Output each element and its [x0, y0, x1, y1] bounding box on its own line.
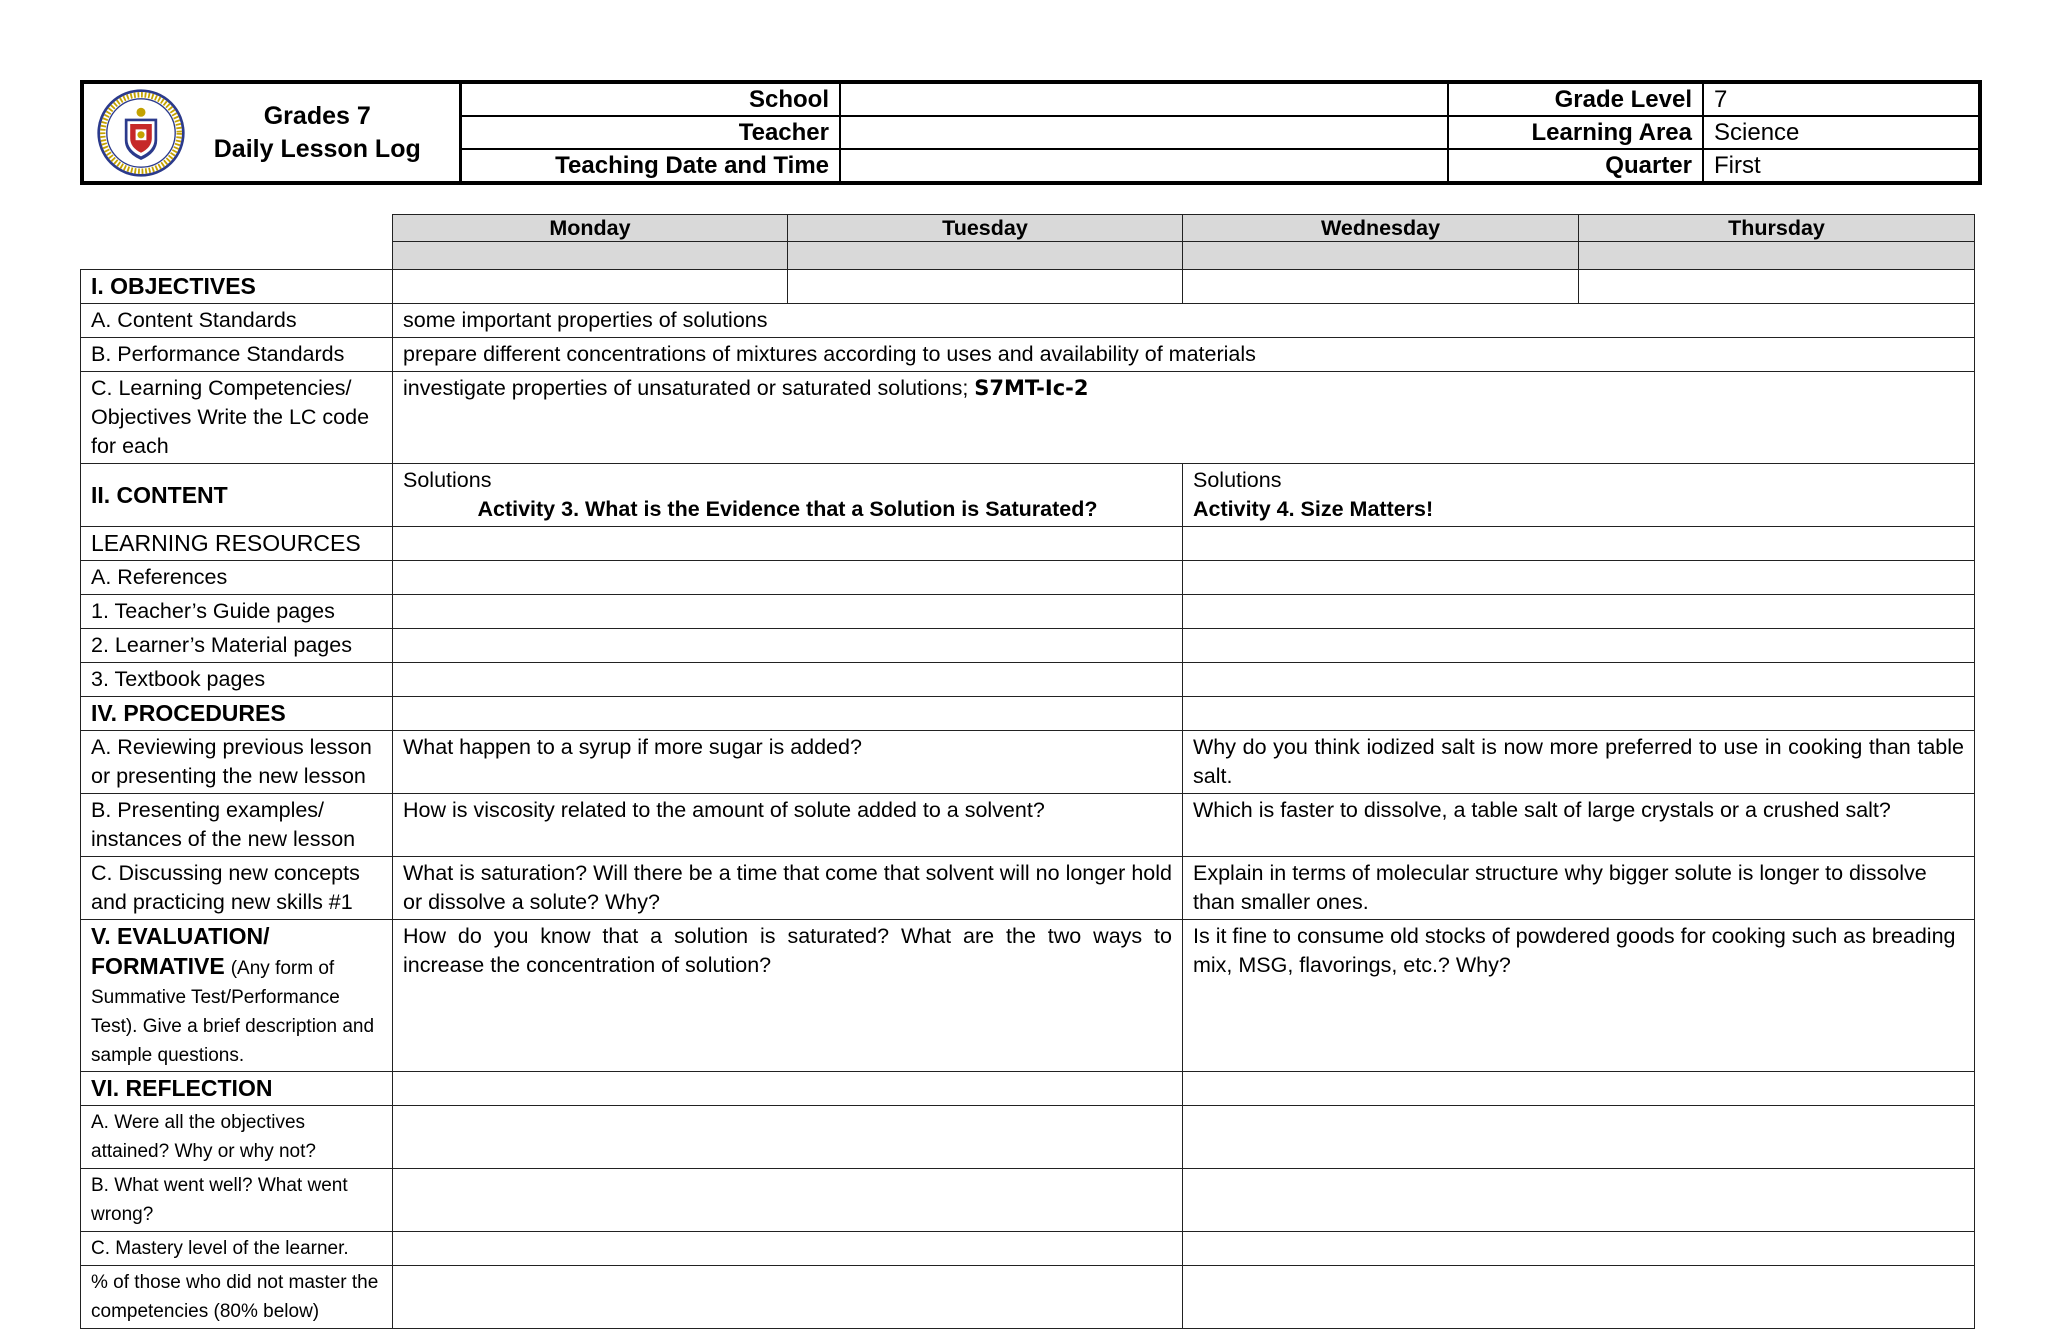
- teacher-field[interactable]: [840, 116, 1448, 149]
- reflection-b-row: [81, 1169, 1975, 1232]
- procedures-heading: IV. PROCEDURES: [81, 697, 393, 731]
- content-standards-row: [81, 304, 1975, 338]
- day-monday: Monday: [393, 215, 788, 242]
- performance-standards-row: [81, 338, 1975, 372]
- reflection-c-label: C. Mastery level of the learner.: [81, 1232, 393, 1266]
- tg-pages-right[interactable]: [1183, 595, 1975, 629]
- reflection-c-row: [81, 1232, 1975, 1266]
- quarter-field[interactable]: First: [1703, 149, 1980, 183]
- reflection-c-left[interactable]: [393, 1232, 1183, 1266]
- learning-area-field[interactable]: Science: [1703, 116, 1980, 149]
- reflection-d-left[interactable]: [393, 1266, 1183, 1329]
- lesson-log-table: [80, 214, 1975, 1329]
- reflection-b-right[interactable]: [1183, 1169, 1975, 1232]
- content-standards-label: A. Content Standards: [81, 304, 393, 338]
- performance-standards-value[interactable]: prepare different concentrations of mixtures according to uses and availability of materials: [393, 338, 1975, 372]
- header-table: [80, 80, 1982, 185]
- textbook-pages-label: 3. Textbook pages: [81, 663, 393, 697]
- content-heading: II. CONTENT: [81, 464, 393, 527]
- learning-resources-left[interactable]: [393, 527, 1183, 561]
- tg-pages-row: [81, 595, 1975, 629]
- content-standards-value[interactable]: some important properties of solutions: [393, 304, 1975, 338]
- grade-level-label: Grade Level: [1448, 82, 1703, 116]
- lm-pages-left[interactable]: [393, 629, 1183, 663]
- objectives-wednesday[interactable]: [1183, 270, 1579, 304]
- textbook-pages-right[interactable]: [1183, 663, 1975, 697]
- competencies-value: investigate properties of unsaturated or saturated solutions;: [403, 376, 969, 400]
- evaluation-row: [81, 920, 1975, 1072]
- reflection-a-label: A. Were all the objectives attained? Why or why not?: [81, 1106, 393, 1169]
- procedures-row: [81, 697, 1975, 731]
- lm-pages-label: 2. Learner’s Material pages: [81, 629, 393, 663]
- content-right-cell[interactable]: [1183, 464, 1975, 527]
- evaluation-left[interactable]: How do you know that a solution is saturated? What are the two ways to increase the concentration of solution?: [393, 920, 1183, 1072]
- tg-pages-left[interactable]: [393, 595, 1183, 629]
- procedure-b-label: B. Presenting examples/ instances of the new lesson: [81, 794, 393, 857]
- objectives-heading: I. OBJECTIVES: [81, 270, 393, 304]
- objectives-tuesday[interactable]: [788, 270, 1183, 304]
- reflection-right[interactable]: [1183, 1072, 1975, 1106]
- objectives-row: [81, 270, 1975, 304]
- title-line-1: Grades 7: [263, 101, 371, 130]
- procedure-b-left[interactable]: How is viscosity related to the amount of solute added to a solvent?: [393, 794, 1183, 857]
- evaluation-label-cell: [81, 920, 393, 1072]
- content-left-cell[interactable]: [393, 464, 1183, 527]
- content-row: [81, 464, 1975, 527]
- objectives-thursday[interactable]: [1579, 270, 1975, 304]
- reflection-d-row: [81, 1266, 1975, 1329]
- textbook-pages-row: [81, 663, 1975, 697]
- evaluation-heading-b: FORMATIVE: [91, 953, 225, 979]
- deped-brand-cell: [82, 82, 460, 183]
- evaluation-right[interactable]: Is it fine to consume old stocks of powdered goods for cooking such as breading mix, MSG, flavorings, etc.? Why?: [1183, 920, 1975, 1072]
- procedure-c-right[interactable]: Explain in terms of molecular structure why bigger solute is longer to dissolve than smaller ones.: [1183, 857, 1975, 920]
- competencies-code: S7MT-Ic-2: [974, 376, 1089, 400]
- reflection-a-right[interactable]: [1183, 1106, 1975, 1169]
- learning-resources-right[interactable]: [1183, 527, 1975, 561]
- evaluation-note: (Any form of Summative Test/Performance Test). Give a brief description and sample questions.: [91, 958, 375, 1066]
- procedure-a-left[interactable]: What happen to a syrup if more sugar is added?: [393, 731, 1183, 794]
- document-title: [186, 100, 459, 166]
- teaching-date-field[interactable]: [840, 149, 1448, 183]
- day-header-row: [81, 215, 1975, 242]
- deped-seal-logo: [96, 88, 186, 178]
- procedure-c-label: C. Discussing new concepts and practicing new skills #1: [81, 857, 393, 920]
- title-line-2: Daily Lesson Log: [213, 134, 421, 163]
- references-left[interactable]: [393, 561, 1183, 595]
- reflection-left[interactable]: [393, 1072, 1183, 1106]
- performance-standards-label: B. Performance Standards: [81, 338, 393, 372]
- procedure-c-row: [81, 857, 1975, 920]
- shade-wednesday: [1183, 242, 1579, 270]
- school-label: School: [460, 82, 840, 116]
- procedure-b-right[interactable]: Which is faster to dissolve, a table salt of large crystals or a crushed salt?: [1183, 794, 1975, 857]
- teacher-label: Teacher: [460, 116, 840, 149]
- teaching-date-label: Teaching Date and Time: [460, 149, 840, 183]
- procedure-b-row: [81, 794, 1975, 857]
- procedure-a-right[interactable]: Why do you think iodized salt is now more preferred to use in cooking than table salt.: [1183, 731, 1975, 794]
- learning-resources-heading: LEARNING RESOURCES: [81, 527, 393, 561]
- procedure-a-row: [81, 731, 1975, 794]
- references-label: A. References: [81, 561, 393, 595]
- day-thursday: Thursday: [1579, 215, 1975, 242]
- blank-corner: [81, 215, 393, 270]
- evaluation-heading-a: V. EVALUATION/: [91, 923, 270, 949]
- tg-pages-label: 1. Teacher’s Guide pages: [81, 595, 393, 629]
- references-row: [81, 561, 1975, 595]
- grade-level-field[interactable]: 7: [1703, 82, 1980, 116]
- competencies-cell[interactable]: [393, 372, 1975, 464]
- learning-resources-row: [81, 527, 1975, 561]
- day-wednesday: Wednesday: [1183, 215, 1579, 242]
- shade-monday: [393, 242, 788, 270]
- shade-thursday: [1579, 242, 1975, 270]
- school-field[interactable]: [840, 82, 1448, 116]
- reflection-row: [81, 1072, 1975, 1106]
- procedure-a-label: A. Reviewing previous lesson or presenting the new lesson: [81, 731, 393, 794]
- competencies-label: C. Learning Competencies/ Objectives Write the LC code for each: [81, 372, 393, 464]
- competencies-row: [81, 372, 1975, 464]
- content-right-activity: Activity 4. Size Matters!: [1193, 497, 1434, 521]
- content-right-topic: Solutions: [1193, 468, 1282, 492]
- reflection-d-label: % of those who did not master the competencies (80% below): [81, 1266, 393, 1329]
- content-left-topic: Solutions: [403, 468, 492, 492]
- reflection-c-right[interactable]: [1183, 1232, 1975, 1266]
- day-tuesday: Tuesday: [788, 215, 1183, 242]
- lm-pages-row: [81, 629, 1975, 663]
- procedure-c-left[interactable]: What is saturation? Will there be a time that come that solvent will no longer hold or dissolve a solute? Why?: [393, 857, 1183, 920]
- textbook-pages-left[interactable]: [393, 663, 1183, 697]
- reflection-a-row: [81, 1106, 1975, 1169]
- reflection-a-left[interactable]: [393, 1106, 1183, 1169]
- procedures-right[interactable]: [1183, 697, 1975, 731]
- learning-area-label: Learning Area: [1448, 116, 1703, 149]
- content-left-activity: Activity 3. What is the Evidence that a Solution is Saturated?: [477, 497, 1098, 521]
- references-right[interactable]: [1183, 561, 1975, 595]
- lm-pages-right[interactable]: [1183, 629, 1975, 663]
- quarter-label: Quarter: [1448, 149, 1703, 183]
- shade-tuesday: [788, 242, 1183, 270]
- reflection-b-label: B. What went well? What went wrong?: [81, 1169, 393, 1232]
- reflection-b-left[interactable]: [393, 1169, 1183, 1232]
- procedures-left[interactable]: [393, 697, 1183, 731]
- reflection-d-right[interactable]: [1183, 1266, 1975, 1329]
- reflection-heading: VI. REFLECTION: [81, 1072, 393, 1106]
- objectives-monday[interactable]: [393, 270, 788, 304]
